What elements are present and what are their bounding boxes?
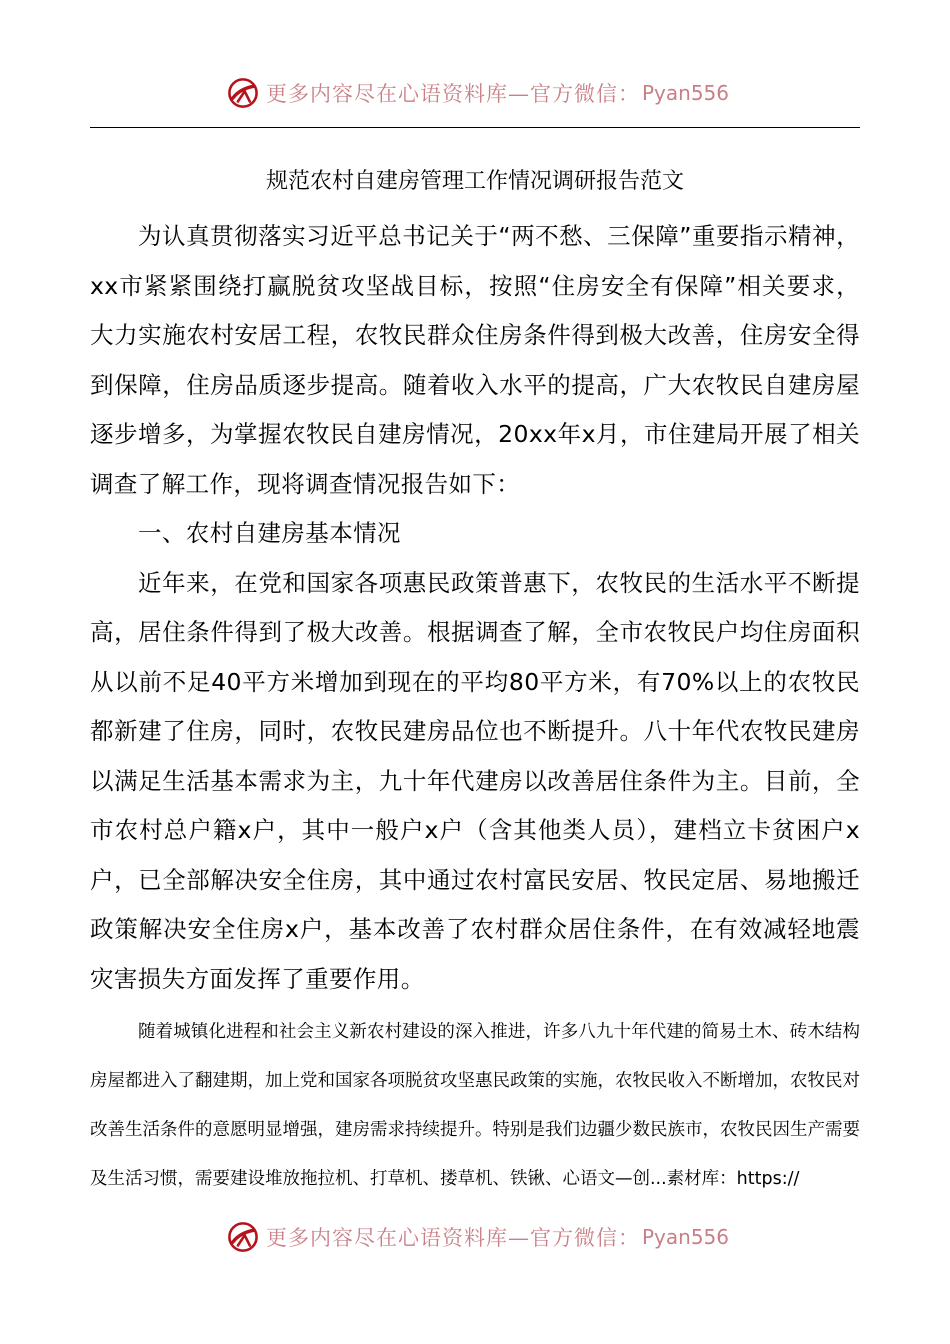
banner-wechat-id: Pyan556 xyxy=(642,81,730,105)
paragraph-basic-situation: 近年来，在党和国家各项惠民政策普惠下，农牧民的生活水平不断提高，居住条件得到了极大改善。根据调查了解，全市农牧民户均住房面积从以前不足40平方米增加到现在的平均80平方米，有70%以上的农牧民都新建了住房，同时，农牧民建房品位也不断提升。八十年代农牧民建房以满足生活基本需求为主，九十年代建房以改善居住条件为主。目前，全市农村总户籍x户，其中一般户x户（含其他类人员），建档立卡贫困户x户，已全部解决安全住房，其中通过农村富民安居、牧民定居、易地搬迁政策解决安全住房x户，基本改善了农村群众居住条件，在有效减轻地震灾害损失方面发挥了重要作用。 xyxy=(90,568,860,993)
banner-text: 更多内容尽在心语资料库—官方微信： xyxy=(266,82,640,106)
document-small-text xyxy=(90,1008,860,1204)
header-divider xyxy=(90,127,860,128)
paragraph-intro: 为认真贯彻落实习近平总书记关于“两不愁、三保障”重要指示精神，xx市紧紧围绕打赢脱贫攻坚战目标，按照“住房安全有保障”相关要求，大力实施农村安居工程，农牧民群众住房条件得到极大改善，住房安全得到保障，住房品质逐步提高。随着收入水平的提高，广大农牧民自建房屋逐步增多，为掌握农牧民自建房情况，20xx年x月，市住建局开展了相关调查了解工作，现将调查情况报告如下： xyxy=(90,222,860,498)
footer-banner xyxy=(0,1212,950,1262)
banner-text: 更多内容尽在心语资料库—官方微信： xyxy=(266,1226,640,1250)
logo-icon xyxy=(226,76,260,110)
document-body xyxy=(90,212,860,1004)
section-heading: 一、农村自建房基本情况 xyxy=(138,519,401,547)
document-title: 规范农村自建房管理工作情况调研报告范文 xyxy=(265,169,684,194)
header-banner xyxy=(0,68,950,118)
banner-wechat-id: Pyan556 xyxy=(642,1225,730,1249)
paragraph-small: 随着城镇化进程和社会主义新农村建设的深入推进，许多八九十年代建的简易土木、砖木结构房屋都进入了翻建期，加上党和国家各项脱贫攻坚惠民政策的实施，农牧民收入不断增加，农牧民对改善生活条件的意愿明显增强，建房需求持续提升。特别是我们边疆少数民族市，农牧民因生产需要及生活习惯，需要建设堆放拖拉机、打草机、搂草机、铁锹、心语文—创...素材库：https:// xyxy=(90,1022,860,1189)
logo-icon xyxy=(226,1220,260,1254)
